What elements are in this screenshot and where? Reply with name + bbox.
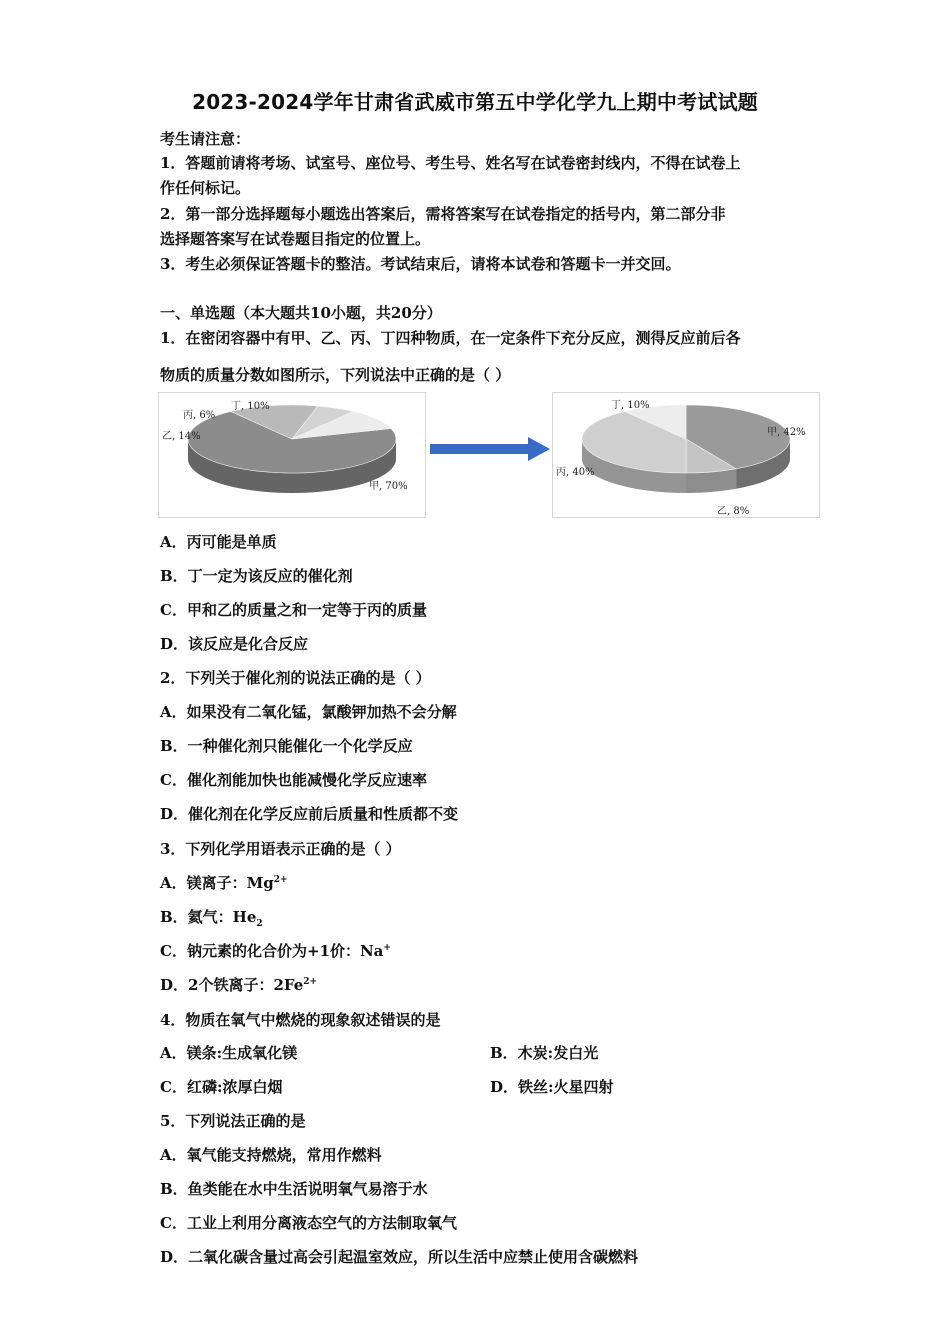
arrow-icon [428, 436, 552, 462]
notice-line: 2．第一部分选择题每小题选出答案后，需将答案写在试卷指定的括号内，第二部分非 [160, 205, 726, 223]
page-title: 2023-2024学年甘肃省武威市第五中学化学九上期中考试试题 [192, 90, 758, 114]
q2-option-a: A．如果没有二氧化锰，氯酸钾加热不会分解 [160, 703, 457, 721]
section-heading: 一、单选题（本大题共10小题，共20分） [160, 304, 442, 322]
q3-option-a [160, 872, 288, 893]
pie-chart-figure [158, 392, 820, 520]
arrow-head [528, 437, 550, 461]
q5-option-b: B．鱼类能在水中生活说明氧气易溶于水 [160, 1180, 428, 1198]
q5-option-a: A．氧气能支持燃烧，常用作燃料 [160, 1146, 382, 1164]
q2-option-c: C．催化剂能加快也能减慢化学反应速率 [160, 771, 427, 789]
notice-line: 作任何标记。 [160, 179, 251, 197]
question-3-stem: 3．下列化学用语表示正确的是（ ） [160, 840, 401, 858]
q4-option-a: A．镁条:生成氧化镁 [160, 1044, 298, 1062]
question-1-stem: 1．在密闭容器中有甲、乙、丙、丁四种物质，在一定条件下充分反应，测得反应前后各 [160, 329, 741, 347]
q4-option-d: D．铁丝:火星四射 [490, 1078, 614, 1096]
q3-option-a-charge: 2+ [273, 875, 288, 885]
question-1-stem-cont: 物质的质量分数如图所示，下列说法中正确的是（ ） [160, 366, 511, 384]
q1-option-a: A．丙可能是单质 [160, 533, 277, 551]
pie-chart-after [552, 392, 820, 518]
pie-chart-before [158, 392, 426, 518]
question-2-stem: 2．下列关于催化剂的说法正确的是（ ） [160, 669, 431, 687]
pie-label-ding: 丁, 10% [611, 400, 650, 411]
q1-option-c: C．甲和乙的质量之和一定等于丙的质量 [160, 601, 427, 619]
q5-option-d: D．二氧化碳含量过高会引起温室效应，所以生活中应禁止使用含碳燃料 [160, 1248, 639, 1266]
q3-option-c [160, 940, 391, 961]
q4-option-c: C．红磷:浓厚白烟 [160, 1078, 283, 1096]
q3-option-d [160, 974, 317, 995]
pie-label-jia: 甲, 70% [369, 481, 408, 492]
q3-option-b-subscript: 2 [256, 919, 263, 929]
q3-option-c-text: C．钠元素的化合价为+1价：Na [160, 942, 384, 960]
q3-option-b-text: B．氦气：He [160, 908, 257, 926]
notice-line: 1．答题前请将考场、试室号、座位号、考生号、姓名写在试卷密封线内，不得在试卷上 [160, 154, 741, 172]
pie-label-jia: 甲, 42% [767, 427, 806, 438]
pie-label-bing: 丙, 6% [183, 410, 216, 421]
q3-option-d-text: D．2个铁离子：2Fe [160, 976, 304, 994]
arrow-shaft [430, 444, 532, 454]
pie-label-ding: 丁, 10% [231, 401, 270, 412]
q4-option-b: B．木炭:发白光 [490, 1044, 599, 1062]
notice-line: 选择题答案写在试卷题目指定的位置上。 [160, 230, 431, 248]
question-4-stem: 4．物质在氧气中燃烧的现象叙述错误的是 [160, 1011, 441, 1029]
q1-option-b: B．丁一定为该反应的催化剂 [160, 567, 353, 585]
q5-option-c: C．工业上利用分离液态空气的方法制取氧气 [160, 1214, 457, 1232]
q3-option-d-charge: 2+ [303, 977, 318, 987]
q2-option-d: D．催化剂在化学反应前后质量和性质都不变 [160, 805, 459, 823]
question-5-stem: 5．下列说法正确的是 [160, 1112, 306, 1130]
pie-label-yi: 乙, 14% [162, 431, 201, 442]
q2-option-b: B．一种催化剂只能催化一个化学反应 [160, 737, 413, 755]
q3-option-a-text: A．镁离子：Mg [160, 874, 274, 892]
pie-chart-after-svg [553, 393, 819, 517]
q3-option-b [160, 906, 263, 927]
q3-option-c-charge: + [383, 943, 391, 953]
notice-line: 3．考生必须保证答题卡的整洁。考试结束后，请将本试卷和答题卡一并交回。 [160, 255, 681, 273]
pie-label-bing: 丙, 40% [556, 467, 595, 478]
q1-option-d: D．该反应是化合反应 [160, 635, 309, 653]
notice-heading: 考生请注意： [160, 130, 251, 148]
pie-label-yi: 乙, 8% [717, 506, 750, 517]
